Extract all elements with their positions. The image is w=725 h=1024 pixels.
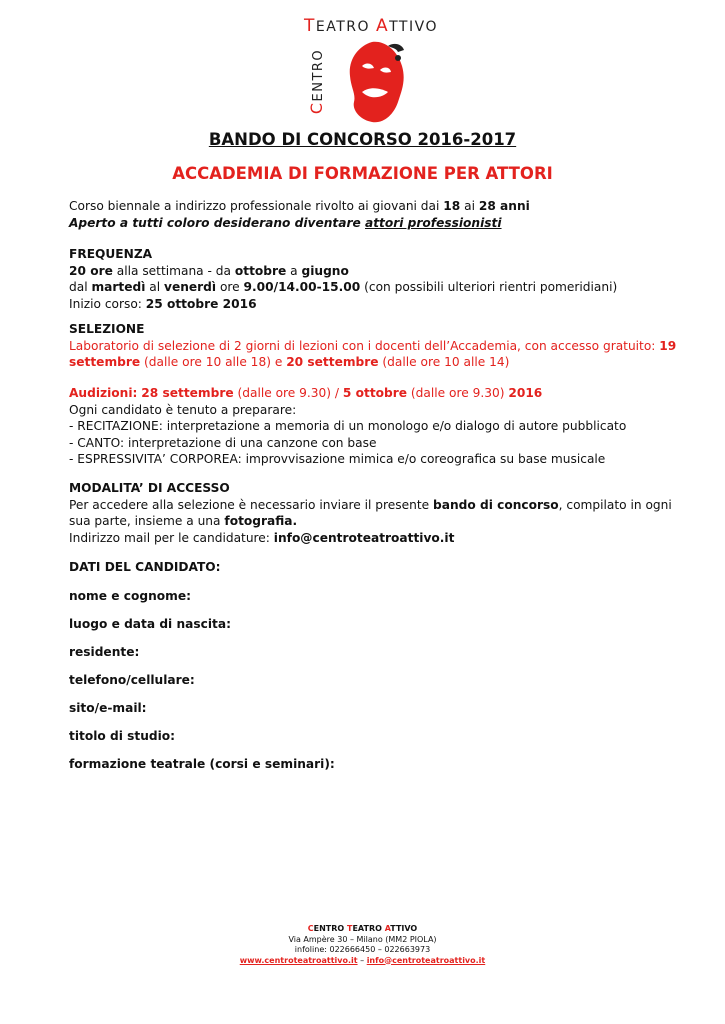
text-bold: 9.00/14.00-15.00 — [243, 280, 361, 294]
text: (dalle ore 10 alle 18) e — [140, 355, 287, 369]
section-heading: MODALITA’ DI ACCESSO — [69, 481, 230, 495]
selezione-line — [69, 354, 669, 371]
logo-letter: C — [307, 101, 327, 115]
text-bold: 25 ottobre 2016 — [145, 296, 257, 311]
text-bold: martedì — [91, 280, 146, 294]
audizioni-item: - CANTO: interpretazione di una canzone con base — [69, 435, 377, 450]
text: Inizio corso: — [69, 296, 146, 311]
text: C — [307, 924, 314, 933]
text-bold: ottobre — [234, 263, 287, 278]
website-link[interactable]: www.centroteatroattivo.it — [239, 955, 358, 965]
logo-wordmark — [304, 16, 438, 36]
page-footer — [0, 924, 725, 966]
dati-heading: DATI DEL CANDIDATO: — [69, 560, 221, 574]
frequenza-line — [69, 279, 669, 296]
modalita-line — [69, 530, 669, 547]
text: Laboratorio di selezione di 2 giorni di lezioni con i docenti dell’Accademia, con accesso gratuito: — [69, 338, 660, 353]
centro-teatro-attivo-logo — [298, 14, 438, 114]
frequenza-line — [69, 296, 669, 313]
text: T — [347, 924, 353, 933]
section-heading: FREQUENZA — [69, 247, 153, 261]
text-underline: attori professionisti — [365, 215, 502, 230]
footer-links — [0, 956, 725, 967]
text: (dalle ore 10 alle 14) — [378, 355, 510, 369]
text-bold: 18 — [443, 199, 461, 213]
logo-text: TTIVO — [389, 19, 438, 35]
field-titolo-studio: titolo di studio: — [69, 729, 176, 743]
modalita-line — [69, 497, 672, 514]
text: ore — [216, 280, 244, 294]
intro-block — [69, 198, 669, 231]
field-nome-cognome: nome e cognome: — [69, 589, 191, 603]
text-bold: 28 anni — [478, 199, 530, 213]
text: , compilato in ogni — [558, 497, 672, 512]
text-bold: 20 ore — [69, 263, 113, 278]
text-bold: Audizioni: — [69, 386, 138, 400]
text: A — [384, 924, 391, 933]
text: (con possibili ulteriori rientri pomeridiani) — [360, 280, 618, 294]
audizioni-item: - ESPRESSIVITA’ CORPOREA: improvvisazione mimica e/o coreografica su base musicale — [69, 452, 606, 466]
logo-letter: T — [304, 16, 316, 36]
field-residente: residente: — [69, 645, 140, 659]
text-bold: 5 ottobre — [342, 386, 408, 400]
field-telefono: telefono/cellulare: — [69, 673, 195, 687]
logo-side-wordmark — [307, 49, 326, 114]
text-bold: giugno — [301, 263, 349, 278]
field-luogo-data-nascita: luogo e data di nascita: — [69, 617, 231, 631]
text-bold: venerdì — [164, 280, 217, 294]
text-bold: 20 settembre — [286, 355, 379, 369]
text: (dalle ore 9.30) — [407, 386, 509, 400]
text: alla settimana - da — [112, 263, 235, 278]
text: a — [286, 263, 302, 278]
text-bold: 28 settembre — [141, 386, 234, 400]
text: Corso biennale a indirizzo professionale rivolto ai giovani dai — [69, 199, 444, 213]
frequenza-section — [69, 246, 669, 312]
theatre-mask-icon — [328, 36, 414, 126]
audizioni-item: - RECITAZIONE: interpretazione a memoria di un monologo e/o dialogo di autore pubblicato — [69, 419, 627, 433]
text: dal — [69, 280, 92, 294]
footer-address: Via Ampère 30 – Milano (MM2 PIOLA) — [288, 934, 437, 944]
email-text: info@centroteatroattivo.it — [273, 530, 455, 545]
text: (dalle ore 9.30) / — [233, 386, 343, 400]
audizioni-section — [69, 385, 669, 468]
text-bold: 19 — [659, 338, 677, 353]
selezione-section — [69, 321, 677, 371]
text: Indirizzo mail per le candidature: — [69, 530, 274, 545]
text: ENTRO — [313, 924, 347, 933]
footer-org-name — [0, 924, 725, 935]
modalita-line — [69, 513, 669, 530]
frequenza-line — [69, 263, 669, 280]
logo-text: ENTRO — [311, 48, 327, 102]
intro-line-italic — [69, 215, 669, 232]
audizioni-intro: Ogni candidato è tenuto a preparare: — [69, 402, 297, 417]
text: Aperto a tutti coloro desiderano diventare — [69, 215, 365, 230]
text: ai — [460, 199, 479, 213]
text: TTIVO — [390, 924, 418, 933]
text: – — [357, 955, 367, 965]
selezione-line — [69, 338, 677, 355]
page-subtitle: ACCADEMIA DI FORMAZIONE PER ATTORI — [172, 164, 553, 183]
page-title: BANDO DI CONCORSO 2016-2017 — [208, 130, 517, 149]
audizioni-line — [69, 385, 669, 402]
logo-text: EATRO — [315, 19, 376, 35]
text: sua parte, insieme a una — [69, 514, 225, 528]
section-heading: SELEZIONE — [69, 322, 145, 336]
text-bold: settembre — [69, 355, 141, 369]
text-bold: fotografia. — [224, 514, 298, 528]
text: Per accedere alla selezione è necessario inviare il presente — [69, 497, 433, 512]
footer-phones: infoline: 022666450 – 022663973 — [294, 945, 431, 954]
modalita-section — [69, 480, 672, 546]
email-link[interactable]: info@centroteatroattivo.it — [366, 955, 486, 965]
logo-letter: A — [375, 16, 390, 36]
text: al — [145, 280, 165, 294]
text-bold: 2016 — [508, 386, 543, 400]
field-sito-email: sito/e-mail: — [69, 701, 147, 715]
intro-line — [69, 198, 669, 215]
text-bold: bando di concorso — [433, 497, 559, 512]
field-formazione-teatrale: formazione teatrale (corsi e seminari): — [69, 757, 335, 771]
text: EATRO — [352, 924, 385, 933]
